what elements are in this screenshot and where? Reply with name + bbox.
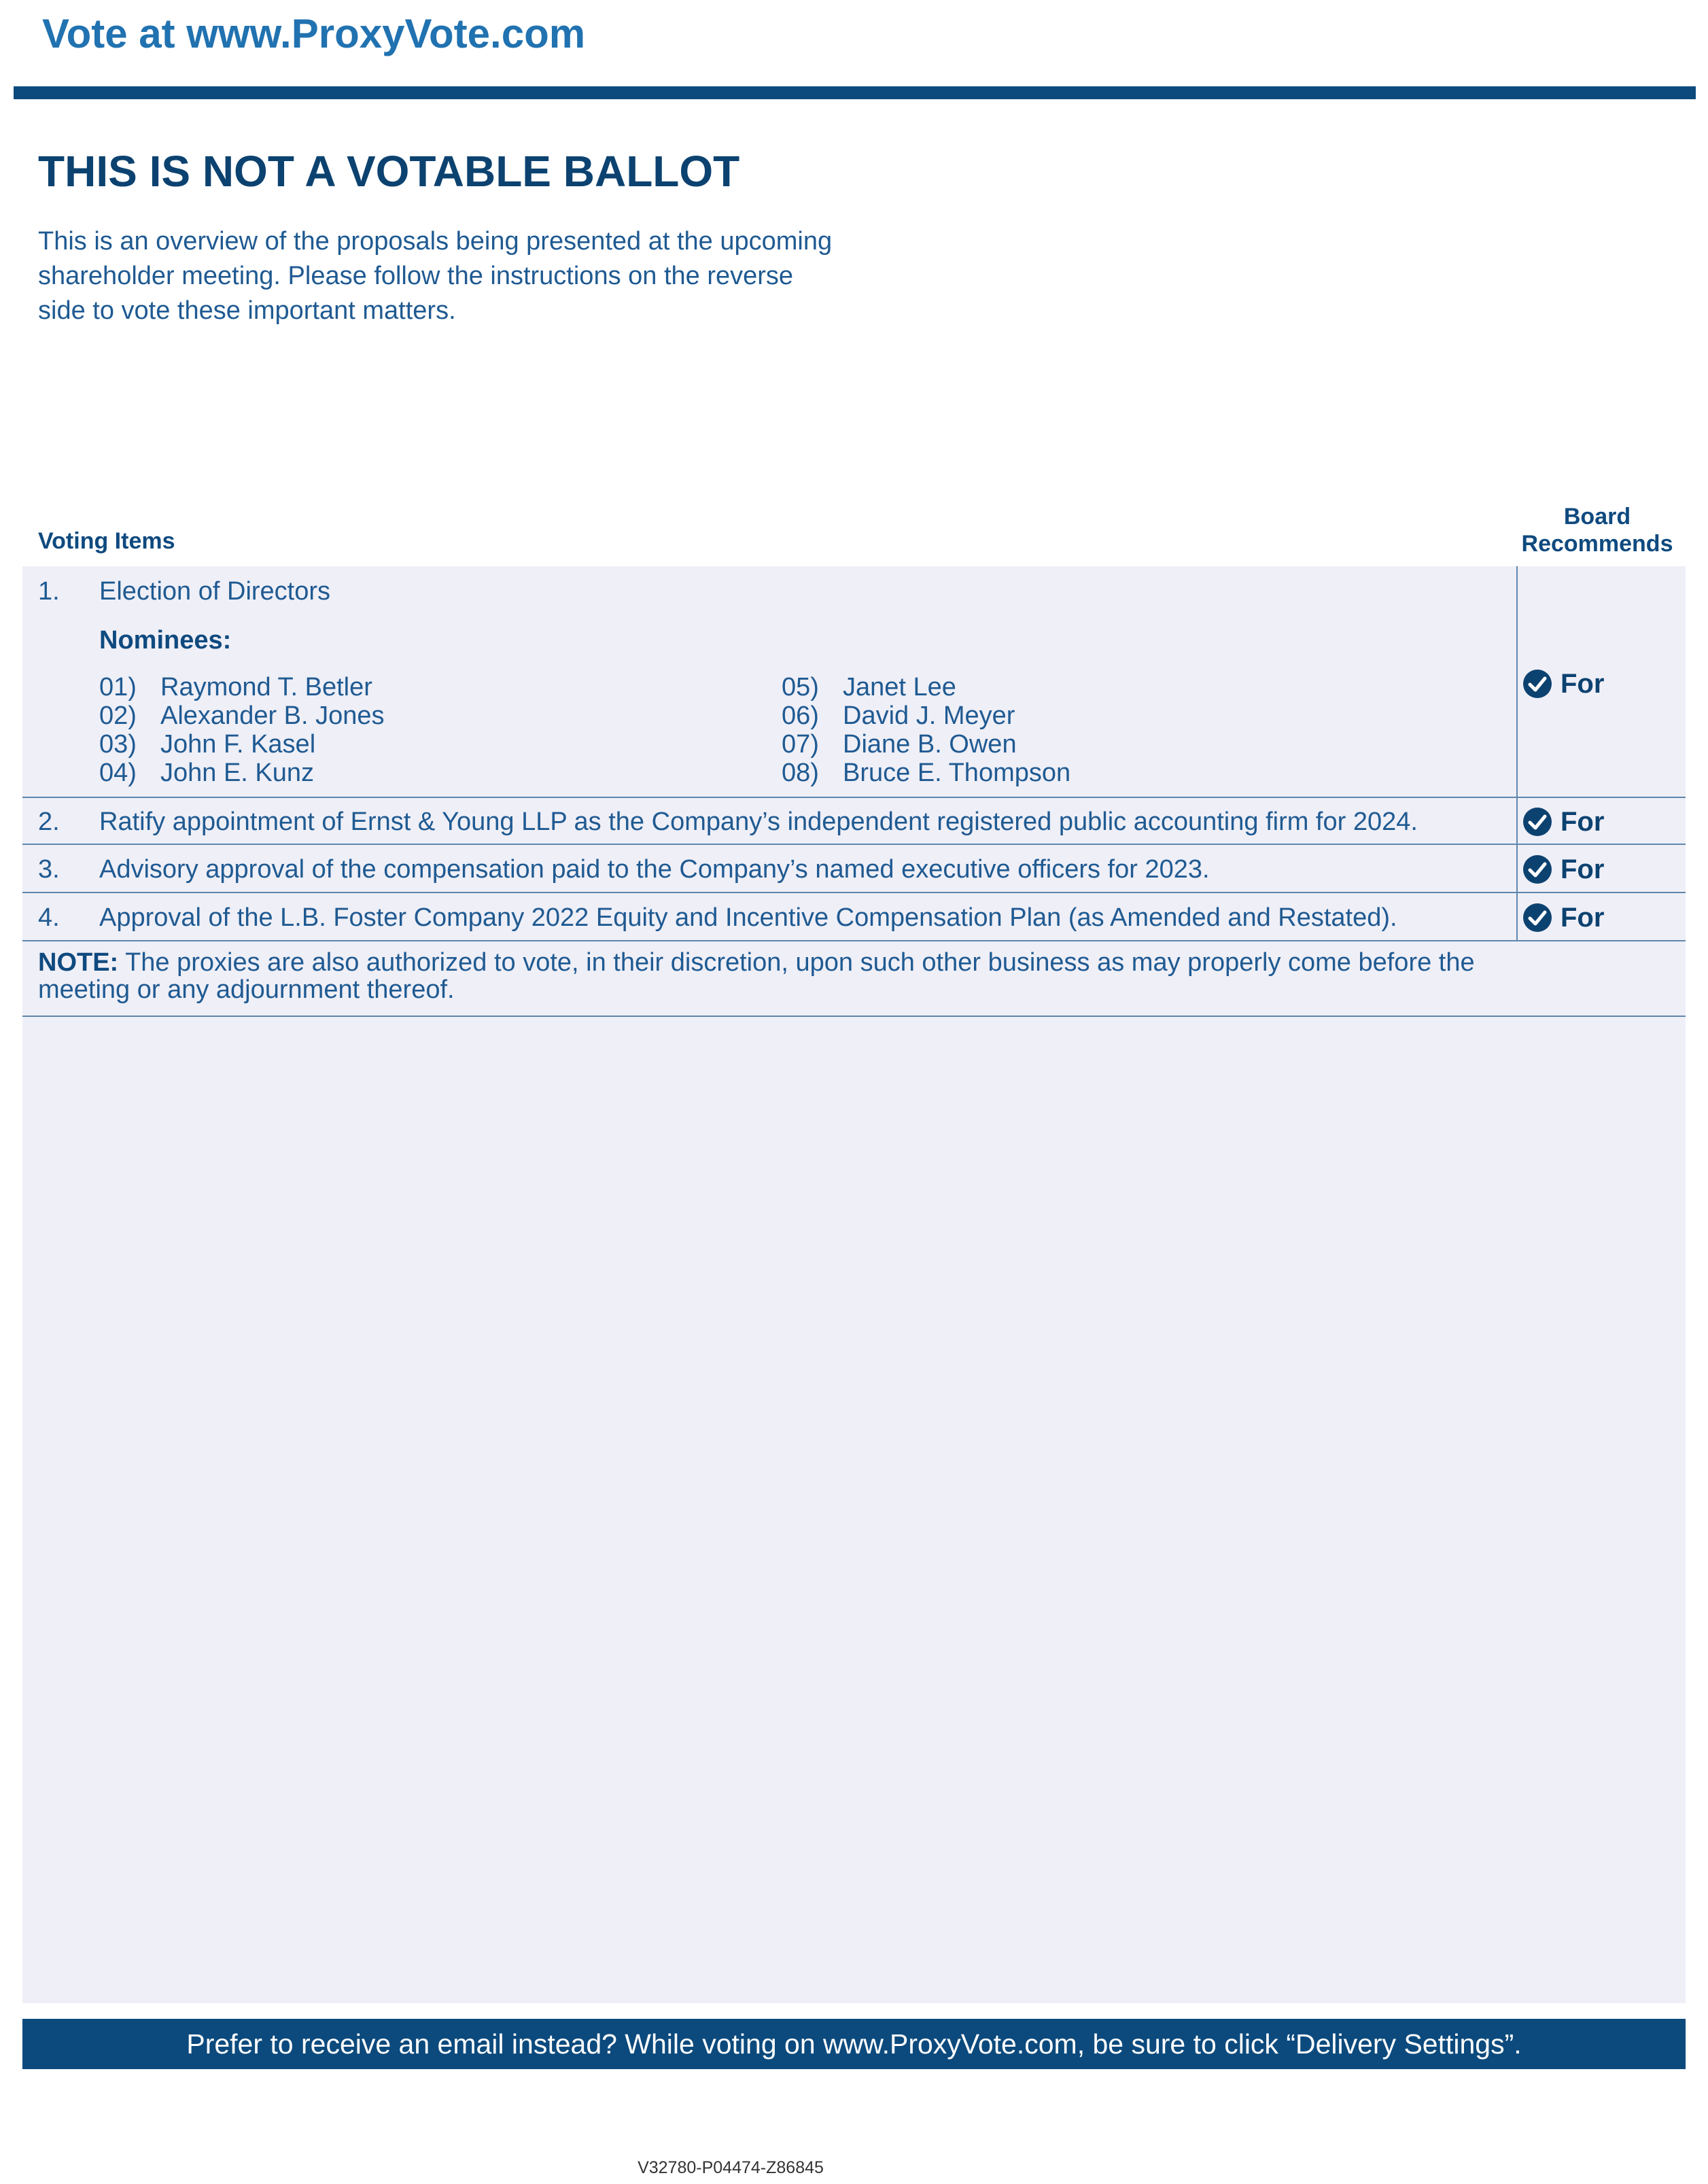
nominee-number: 06): [782, 701, 819, 730]
item-2-number: 2.: [38, 808, 60, 836]
check-circle-icon: [1522, 669, 1552, 699]
item-2-text: Ratify appointment of Ernst & Young LLP as the Company’s independent registered public accounting firm for 2024.: [99, 808, 1418, 836]
nominees-label: Nominees:: [99, 626, 232, 655]
nominee-04: [99, 759, 314, 787]
check-circle-icon: [1522, 807, 1552, 837]
nominee-07: [782, 730, 1017, 759]
delivery-settings-text: Prefer to receive an email instead? While voting on www.ProxyVote.com, be sure to click “Delivery Settings”.: [186, 2028, 1522, 2060]
board-recommends-header: [1509, 503, 1686, 557]
nominee-06: [782, 701, 1015, 730]
item-3-recommendation: [1522, 853, 1604, 886]
recommendation-label: For: [1561, 807, 1605, 837]
row-divider: [22, 1016, 1686, 1017]
header-rule: [14, 86, 1696, 99]
item-1-text: Election of Directors: [99, 577, 331, 606]
item-2-recommendation: [1522, 805, 1604, 838]
nominee-02: [99, 701, 385, 730]
nominee-name: John E. Kunz: [160, 759, 315, 787]
nominee-number: 07): [782, 730, 819, 759]
nominee-01: [99, 673, 372, 701]
row-divider: [22, 844, 1686, 845]
intro-paragraph: This is an overview of the proposals being presented at the upcoming shareholder meeting. Please follow the instructions on the reverse side to vote these important matters.: [38, 227, 833, 325]
row-divider: [22, 940, 1686, 941]
check-circle-icon: [1522, 903, 1552, 933]
item-1-recommendation: [1522, 668, 1604, 700]
nominee-number: 03): [99, 730, 137, 759]
nominee-name: Bruce E. Thompson: [843, 759, 1071, 787]
header-title: Vote at www.ProxyVote.com: [42, 11, 586, 56]
note: [38, 949, 1520, 1003]
page-title: THIS IS NOT A VOTABLE BALLOT: [38, 147, 740, 196]
nominee-08: [782, 759, 1070, 787]
note-text: The proxies are also authorized to vote, in their discretion, upon such other business as may properly come before the meeting or any adjournment thereof.: [38, 948, 1475, 1004]
note-label: NOTE:: [38, 948, 119, 977]
nominee-05: [782, 673, 956, 701]
nominee-03: [99, 730, 315, 759]
nominee-number: 01): [99, 673, 137, 701]
nominee-number: 02): [99, 701, 137, 730]
recommendation-column-divider: [1516, 566, 1518, 940]
delivery-settings-banner: [22, 2019, 1686, 2069]
item-1-number: 1.: [38, 577, 60, 606]
nominee-number: 08): [782, 759, 819, 787]
nominee-name: Diane B. Owen: [843, 730, 1017, 759]
voting-items-header: Voting Items: [38, 528, 175, 554]
nominee-number: 05): [782, 673, 819, 701]
item-4-text: Approval of the L.B. Foster Company 2022 Equity and Incentive Compensation Plan (as Amended and Restated).: [99, 903, 1397, 932]
item-3-text: Advisory approval of the compensation paid to the Company’s named executive officers for 2023.: [99, 855, 1210, 884]
nominee-name: Alexander B. Jones: [160, 701, 385, 730]
item-4-number: 4.: [38, 903, 60, 932]
control-code: V32780-P04474-Z86845: [638, 2158, 824, 2177]
nominee-name: John F. Kasel: [160, 730, 316, 759]
item-4-recommendation: [1522, 901, 1604, 934]
nominee-number: 04): [99, 759, 137, 787]
item-3-number: 3.: [38, 855, 60, 884]
row-divider: [22, 892, 1686, 893]
board-recommends-header-line2: Recommends: [1521, 531, 1673, 557]
nominee-name: Janet Lee: [843, 673, 956, 701]
nominee-name: Raymond T. Betler: [160, 673, 372, 701]
row-divider: [22, 797, 1686, 798]
board-recommends-header-line1: Board: [1563, 504, 1631, 530]
recommendation-label: For: [1561, 669, 1605, 699]
recommendation-label: For: [1561, 903, 1605, 933]
recommendation-label: For: [1561, 854, 1605, 884]
check-circle-icon: [1522, 854, 1552, 884]
nominee-name: David J. Meyer: [843, 701, 1015, 730]
